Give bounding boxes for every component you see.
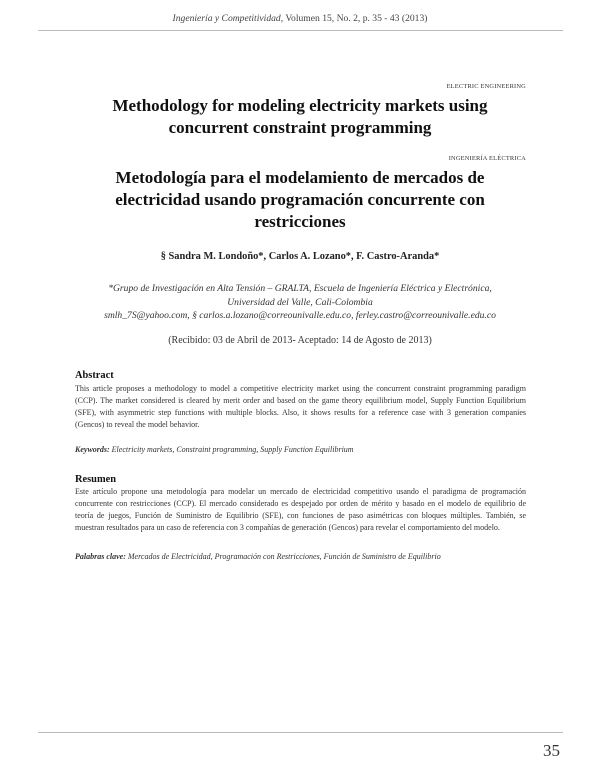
abstract-text: This article proposes a methodology to model a competitive electricity market using the concurrent constraint programming paradigm (CCP). The market considered is cleared by merit order and based on the game theory equilibrium model, Supply Function Equilibrium (SFE), with asymmetric step functions with multiple blocks. Also, it shows results for a reference case with 3 generation companies (Gencos) to reveal the model behavior. bbox=[75, 384, 526, 429]
title-spanish bbox=[0, 167, 600, 233]
running-header bbox=[0, 13, 600, 24]
affiliation-line-2: Universidad del Valle, Cali-Colombia bbox=[227, 297, 373, 308]
palabras-clave-list: Mercados de Electricidad, Programación con Restricciones, Función de Suministro de Equilibrio bbox=[125, 552, 441, 561]
header-divider bbox=[38, 30, 563, 31]
received-dates: (Recibido: 03 de Abril de 2013- Aceptado: 14 de Agosto de 2013) bbox=[168, 335, 432, 346]
title-spanish-line-1: Metodología para el modelamiento de mercados de bbox=[115, 168, 485, 187]
affiliation-emails: smlh_7S@yahoo.com, § carlos.a.lozano@correounivalle.edu.co, ferley.castro@correounivalle.edu.co bbox=[104, 310, 496, 321]
authors: § Sandra M. Londoño*, Carlos A. Lozano*, F. Castro-Aranda* bbox=[160, 251, 440, 262]
resumen-text: Este artículo propone una metodología para modelar un mercado de electricidad competitivo usando el paradigma de programación concurrente con restricciones (CCP). El mercado considerado es despejado por orden de mérito y basado en el modelo de equilibrio de teoría de juegos, Función de Suministro de Equilibrio (SFE), con funciones de paso asimétricas con bloques múltiples. También, se muestran resultados para un caso de referencia con 3 compañías de generación (Gencos) para revelar el comportamiento del modelo. bbox=[75, 487, 526, 532]
title-spanish-line-3: restricciones bbox=[254, 212, 346, 231]
keywords-spanish bbox=[75, 551, 526, 563]
resumen-heading: Resumen bbox=[75, 474, 116, 485]
journal-citation: Volumen 15, No. 2, p. 35 - 43 (2013) bbox=[283, 13, 428, 24]
keywords-list: Electricity markets, Constraint programming, Supply Function Equilibrium bbox=[109, 445, 354, 454]
keywords-label: Keywords: bbox=[75, 445, 110, 454]
section-label-english: ELECTRIC ENGINEERING bbox=[446, 83, 526, 90]
journal-name: Ingeniería y Competitividad, bbox=[172, 13, 284, 24]
keywords-english bbox=[75, 444, 526, 456]
section-label-spanish: INGENIERÍA ELÉCTRICA bbox=[448, 155, 526, 162]
abstract-heading: Abstract bbox=[75, 370, 114, 381]
title-english-line-2: concurrent constraint programming bbox=[168, 118, 432, 137]
palabras-clave-label: Palabras clave: bbox=[75, 552, 126, 561]
affiliation-line-1: *Grupo de Investigación en Alta Tensión – GRALTA, Escuela de Ingeniería Eléctrica y Electrónica, bbox=[108, 283, 492, 294]
title-english-line-1: Methodology for modeling electricity markets using bbox=[112, 96, 488, 115]
title-spanish-line-2: electricidad usando programación concurrente con bbox=[115, 190, 485, 209]
footer-divider bbox=[38, 732, 563, 733]
title-english bbox=[0, 95, 600, 139]
page-number: 35 bbox=[543, 741, 560, 760]
